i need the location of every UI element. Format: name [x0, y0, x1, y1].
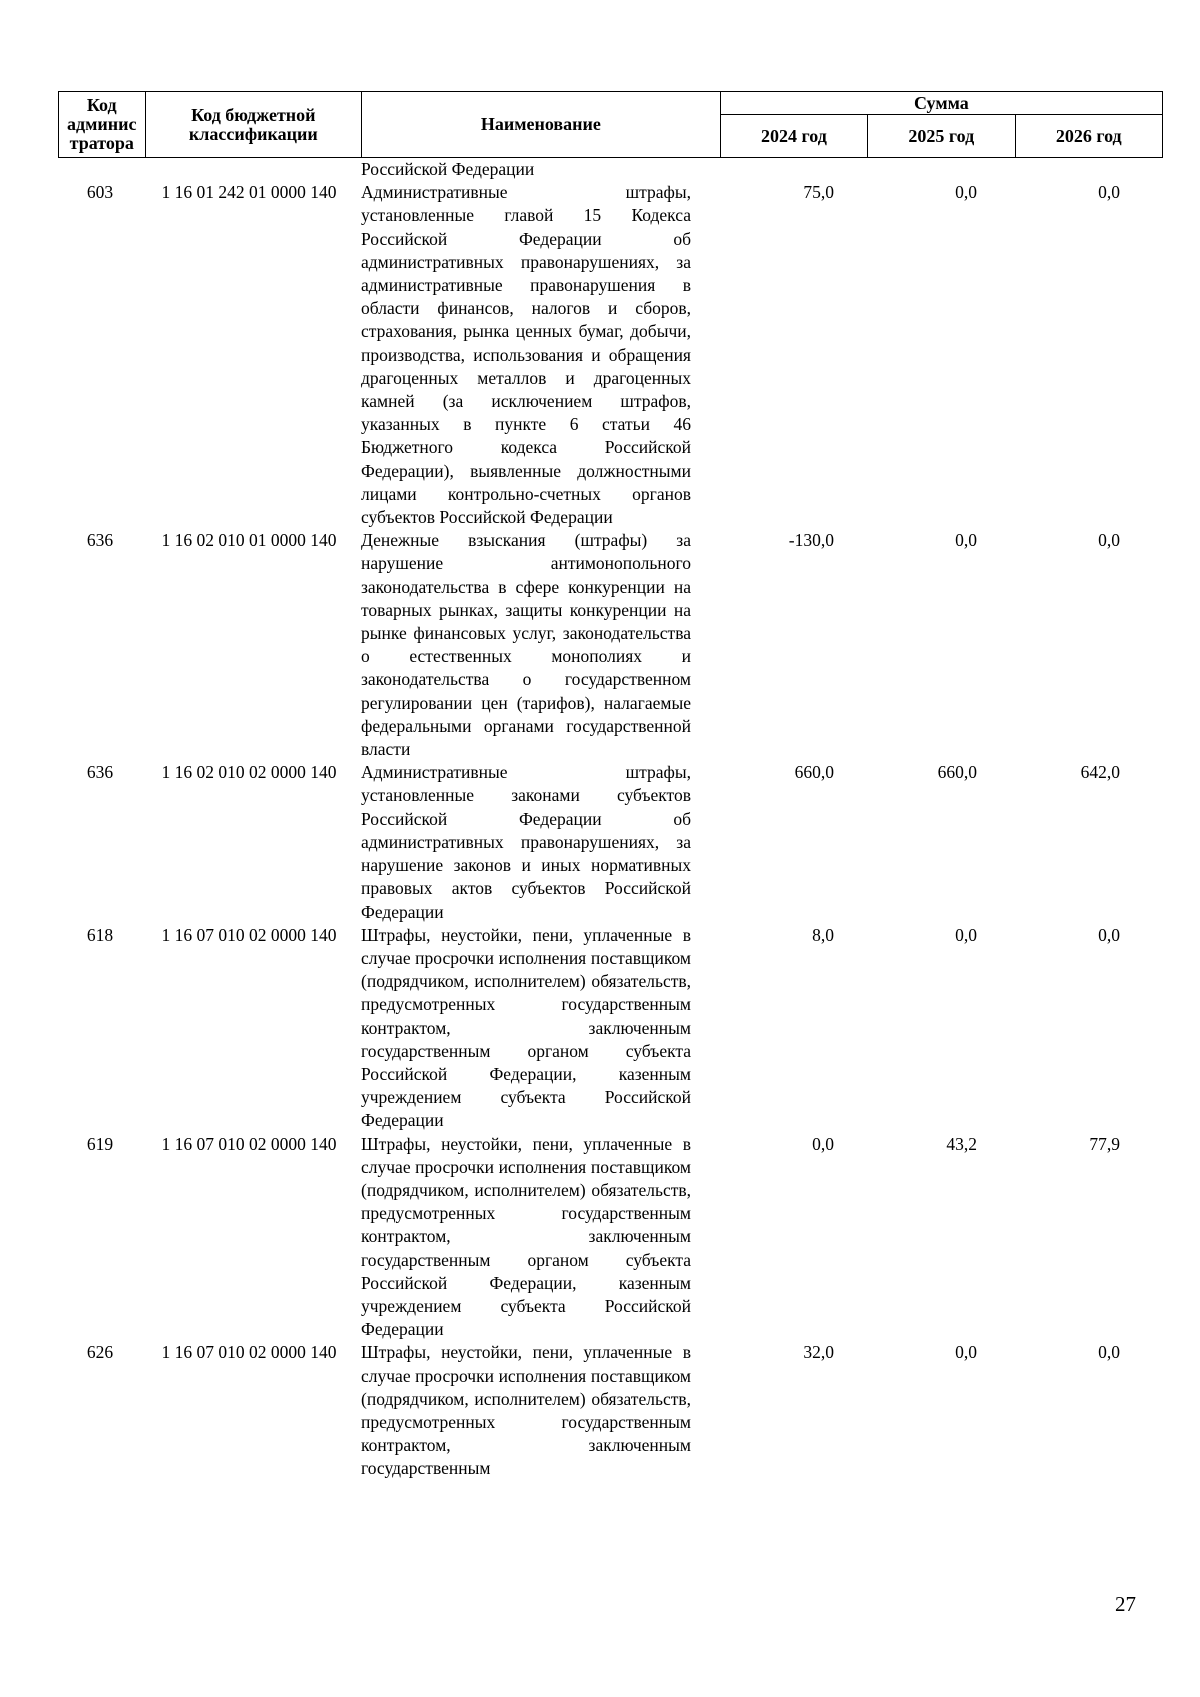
- document-page: [58, 91, 1163, 1481]
- value-2025: 660,0: [937, 762, 977, 783]
- value-2024: 75,0: [803, 182, 834, 203]
- row-name: Денежные взыскания (штрафы) за нарушение антимонопольного законодательства в сфере конкуренции на товарных рынках, защиты конкуренции на рынке финансовых услуг, законодательства о естественных монополиях и законодательства о государственном регулировании цен (тарифов), налагаемые федеральными органами государственной власти: [361, 530, 691, 760]
- value-2025: 0,0: [955, 182, 977, 203]
- value-2024: 32,0: [803, 1342, 834, 1363]
- page-number: 27: [1115, 1592, 1136, 1616]
- value-2024: 660,0: [794, 762, 834, 783]
- continuation-text: Российской Федерации: [361, 159, 535, 179]
- value-2024: 0,0: [812, 1133, 834, 1154]
- row-name: Штрафы, неустойки, пени, уплаченные в случае просрочки исполнения поставщиком (подрядчиком, исполнителем) обязательств, предусмотренных государственным контрактом, заключенным государственным органом субъекта Российской Федерации, казенным учреждением субъекта Российской Федерации: [361, 924, 691, 1131]
- header-year-2024: 2024 год: [720, 115, 867, 158]
- budget-code: 1 16 02 010 01 0000 140: [161, 530, 337, 551]
- budget-code: 1 16 01 242 01 0000 140: [161, 182, 337, 203]
- value-2025: 0,0: [955, 530, 977, 551]
- value-2025: 43,2: [946, 1133, 977, 1154]
- table-row: [58, 1133, 1163, 1342]
- header-name: Наименование: [362, 92, 721, 158]
- value-2026: 642,0: [1080, 762, 1120, 783]
- row-name: Штрафы, неустойки, пени, уплаченные в случае просрочки исполнения поставщиком (подрядчиком, исполнителем) обязательств, предусмотренных государственным контрактом, заключенным государственным: [361, 1342, 691, 1479]
- value-2024: 8,0: [812, 924, 834, 945]
- header-budget-code: Код бюджетной классификации: [145, 92, 361, 158]
- value-2025: 0,0: [955, 924, 977, 945]
- value-2026: 0,0: [1098, 924, 1120, 945]
- admin-code: 636: [86, 530, 114, 551]
- table-body: [58, 158, 1163, 1481]
- table-row: [58, 1341, 1163, 1480]
- value-2026: 0,0: [1098, 530, 1120, 551]
- header-admin-code: Код админис тратора: [59, 92, 146, 158]
- table-header: [58, 91, 1163, 158]
- value-2024: -130,0: [788, 530, 834, 551]
- header-year-2026: 2026 год: [1015, 115, 1162, 158]
- admin-code: 619: [86, 1133, 114, 1154]
- table-row: [58, 181, 1163, 529]
- budget-code: 1 16 07 010 02 0000 140: [161, 1133, 337, 1154]
- value-2025: 0,0: [955, 1342, 977, 1363]
- table-row: [58, 529, 1163, 761]
- header-year-2025: 2025 год: [868, 115, 1015, 158]
- admin-code: 626: [86, 1342, 114, 1363]
- value-2026: 0,0: [1098, 1342, 1120, 1363]
- admin-code: 618: [86, 924, 114, 945]
- value-2026: 77,9: [1089, 1133, 1120, 1154]
- budget-code: 1 16 07 010 02 0000 140: [161, 924, 337, 945]
- header-sum: Сумма: [720, 92, 1162, 115]
- value-2026: 0,0: [1098, 182, 1120, 203]
- admin-code: 603: [86, 182, 114, 203]
- table-row: [58, 761, 1163, 923]
- table-row: [58, 924, 1163, 1133]
- row-name: Административные штрафы, установленные законами субъектов Российской Федерации об административных правонарушениях, за нарушение законов и иных нормативных правовых актов субъектов Российской Федерации: [361, 762, 691, 922]
- budget-code: 1 16 07 010 02 0000 140: [161, 1342, 337, 1363]
- row-name: Административные штрафы, установленные главой 15 Кодекса Российской Федерации об административных правонарушениях, за административные правонарушения в области финансов, налогов и сборов, страхования, рынка ценных бумаг, добычи, производства, использования и обращения драгоценных металлов и драгоценных камней (за исключением штрафов, указанных в пункте 6 статьи 46 Бюджетного кодекса Российской Федерации), выявленные должностными лицами контрольно-счетных органов субъектов Российской Федерации: [361, 182, 691, 528]
- admin-code: 636: [86, 762, 114, 783]
- row-name: Штрафы, неустойки, пени, уплаченные в случае просрочки исполнения поставщиком (подрядчиком, исполнителем) обязательств, предусмотренных государственным контрактом, заключенным государственным органом субъекта Российской Федерации, казенным учреждением субъекта Российской Федерации: [361, 1133, 691, 1340]
- budget-code: 1 16 02 010 02 0000 140: [161, 762, 337, 783]
